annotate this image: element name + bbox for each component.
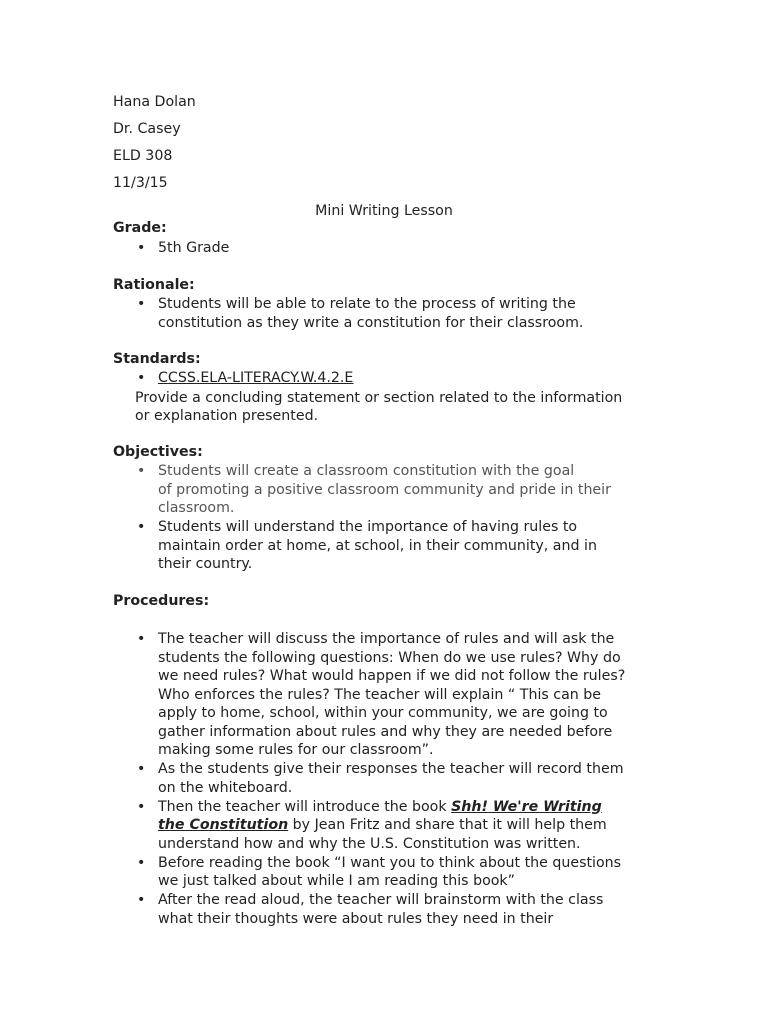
bullet-icon: • — [137, 892, 146, 908]
list-item — [113, 369, 673, 388]
document-title: Mini Writing Lesson — [315, 203, 453, 219]
standard-link[interactable]: CCSS.ELA-LITERACY.W.4.2.E — [158, 370, 354, 386]
list-item: • Students will be able to relate to the process of writing the constitution as they write a constitution for their classroom. — [137, 296, 584, 331]
list-item: • Students will understand the importance of having rules to maintain order at home, at school, in their community, and in their country. — [137, 519, 597, 572]
list-item: • Students will create a classroom constitution with the goal of promoting a positive classroom community and pride in their classroom. — [137, 463, 611, 516]
bullet-icon: • — [137, 761, 146, 777]
list-item: • Then the teacher will introduce the book Shh! We're Writing the Constitution by Jean Fritz and share that it will help them understand how and why the U.S. Constitution was written. — [137, 798, 607, 852]
bullet-icon: • — [137, 240, 146, 256]
professor-name: Dr. Casey — [113, 121, 181, 137]
standard-description-line: or explanation presented. — [135, 408, 319, 424]
grade-list — [113, 239, 673, 258]
bullet-icon: • — [137, 519, 146, 535]
book-title: the Constitution — [158, 817, 289, 833]
standards-list — [113, 369, 673, 388]
standard-description-line: Provide a concluding statement or section related to the information — [135, 390, 623, 406]
standards-heading: Standards: — [113, 351, 201, 367]
list-item: • Before reading the book “I want you to think about the questions we just talked about while I am reading this book” — [137, 854, 622, 889]
list-item: • 5th Grade — [137, 240, 230, 256]
list-item: • The teacher will discuss the importance of rules and will ask the students the following questions: When do we use rules? Why do we need rules? What would happen if we did not follow the rules? Who enforces the rules? The teacher will explain “ This can be apply to home, school, within your community, we are going to gather information about rules and why they are needed before making some rules for our classroom”. — [137, 631, 626, 758]
objectives-list — [113, 462, 673, 574]
procedures-heading: Procedures: — [113, 593, 210, 609]
student-name: Hana Dolan — [113, 94, 196, 110]
objectives-heading: Objectives: — [113, 444, 203, 460]
list-item: • As the students give their responses the teacher will record them on the whiteboard. — [137, 761, 624, 796]
bullet-icon: • — [137, 798, 146, 815]
bullet-icon: • — [137, 463, 146, 479]
course-code: ELD 308 — [113, 148, 173, 164]
grade-heading: Grade: — [113, 220, 167, 236]
bullet-icon: • — [137, 296, 146, 312]
bullet-icon: • — [137, 631, 146, 647]
bullet-icon: • — [137, 370, 146, 386]
bullet-icon: • — [137, 854, 146, 871]
date: 11/3/15 — [113, 175, 168, 191]
rationale-list — [113, 295, 673, 333]
procedures-list — [113, 630, 673, 929]
rationale-heading: Rationale: — [113, 277, 195, 293]
book-title: Shh! We're Writing — [451, 798, 602, 815]
list-item: • After the read aloud, the teacher will brainstorm with the class what their thoughts were about rules they need in their — [137, 892, 604, 927]
